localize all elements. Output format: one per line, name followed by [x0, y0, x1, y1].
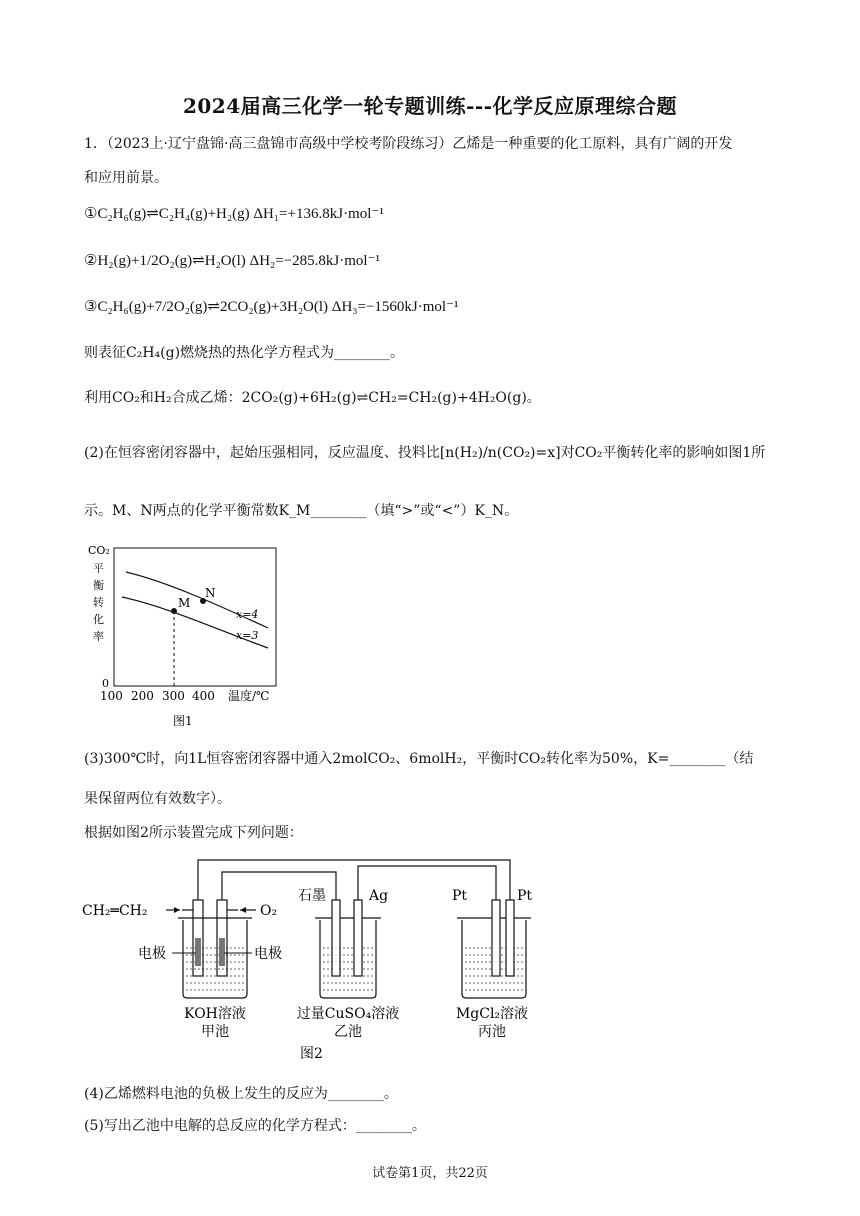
synthesis-equation: 利用CO₂和H₂合成乙烯：2CO₂(g)+6H₂(g)⇌CH₂=CH₂(g)+4H₂O(g)。	[84, 390, 541, 406]
part3-line1: (3)300℃时，向1L恒容密闭容器中通入2molCO₂、6molH₂，平衡时CO₂转化率为50%，K=________（结	[84, 751, 754, 767]
figure1-xtick: 200	[131, 689, 154, 703]
figure1-ylabel-char: 转	[93, 596, 104, 609]
figure1-ylabel-char: 衡	[93, 579, 104, 592]
part3-line2: 果保留两位有效数字）。	[84, 791, 231, 807]
figure2-cell2-solution: 过量CuSO₄溶液	[296, 1006, 400, 1022]
figure2-cell3-electrode-left: Pt	[452, 888, 468, 904]
eq1-text: ①C₂H₆(g)⇌C₂H₄(g)+H₂(g) ΔH₁=+136.8kJ·mol⁻¹	[84, 206, 384, 222]
figure2-right-arrowhead	[240, 907, 246, 913]
figure2-intro: 根据如图2所示装置完成下列问题：	[84, 825, 303, 841]
figure2-cell2	[315, 900, 381, 998]
figure1-point-m	[171, 608, 177, 614]
part4-question: (4)乙烯燃料电池的负极上发生的反应为________。	[84, 1086, 398, 1102]
figure1-ylabel	[88, 544, 110, 643]
page-footer: 试卷第1页，共22页	[372, 1166, 488, 1181]
figure1-xlabel: 温度/℃	[228, 689, 270, 703]
figure2-cell3-solution: MgCl₂溶液	[455, 1006, 529, 1022]
figure1-xtick: 300	[162, 689, 185, 703]
figure1-series-x4: x=4	[236, 608, 259, 621]
figure1-ylabel-top: CO₂	[88, 544, 110, 557]
part2-line2: 示。M、N两点的化学平衡常数K_M________（填“>”或“<”）K_N。	[84, 503, 519, 519]
figure2-cell3-name: 丙池	[478, 1024, 506, 1040]
figure1-origin: 0	[102, 677, 109, 690]
figure2-cell2-electrode-right: Ag	[369, 888, 389, 904]
q1-intro-line1: 1．（2023上·辽宁盘锦·高三盘锦市高级中学校考阶段练习）乙烯是一种重要的化工原料，具有广阔的开发	[84, 136, 733, 152]
figure1-ylabel-char: 率	[93, 630, 104, 643]
figure2-cell3-electrode-right: Pt	[517, 888, 533, 904]
eq2-text: ②H₂(g)+1/2O₂(g)⇌H₂O(l) ΔH₂=−285.8kJ·mol⁻¹	[84, 253, 381, 269]
part1-eq3	[84, 296, 459, 318]
figure1-xtick: 400	[192, 689, 215, 703]
figure2-left-arrowhead	[174, 907, 180, 913]
figure2-cell3	[457, 900, 531, 998]
figure1-caption: 图1	[173, 714, 193, 728]
figure1-xtick: 100	[100, 689, 123, 703]
figure1-chart	[88, 540, 298, 735]
figure2-right-gas: O₂	[260, 903, 278, 919]
figure2-cell1	[178, 900, 252, 998]
part1-eq1	[84, 203, 384, 225]
figure1-ylabel-char: 平	[93, 562, 104, 575]
figure2-caption: 图2	[300, 1046, 323, 1062]
figure2-electrode-right: 电极	[254, 946, 282, 962]
page-title: 2024届高三化学一轮专题训练---化学反应原理综合题	[182, 94, 678, 118]
figure1-ylabel-char: 化	[93, 613, 104, 626]
part5-question: (5)写出乙池中电解的总反应的化学方程式：________。	[84, 1118, 426, 1134]
figure1-label-n: N	[205, 586, 216, 600]
part1-eq2	[84, 250, 380, 272]
figure2-cell2-name: 乙池	[334, 1024, 362, 1040]
figure2-cell1-name: 甲池	[201, 1024, 229, 1040]
figure2-electrode-left: 电极	[138, 946, 166, 962]
figure1-series-x3: x=3	[236, 629, 259, 642]
eq3-text: ③C₂H₆(g)+7/2O₂(g)⇌2CO₂(g)+3H₂O(l) ΔH₃=−1560kJ·mol⁻¹	[84, 299, 459, 315]
part2-line1: (2)在恒容密闭容器中，起始压强相同，反应温度、投料比[n(H₂)/n(CO₂)=x]对CO₂平衡转化率的影响如图1所	[84, 445, 766, 461]
figure2-apparatus	[80, 852, 550, 1062]
q1-intro-line2: 和应用前景。	[84, 170, 168, 186]
figure1-label-m: M	[178, 596, 191, 610]
figure2-left-gas: CH₂═CH₂	[82, 903, 148, 919]
figure2-cell1-solution: KOH溶液	[184, 1006, 246, 1022]
part1-question: 则表征C₂H₄(g)燃烧热的热化学方程式为________。	[84, 345, 405, 361]
figure2-cell2-electrode-left: 石墨	[298, 888, 326, 904]
